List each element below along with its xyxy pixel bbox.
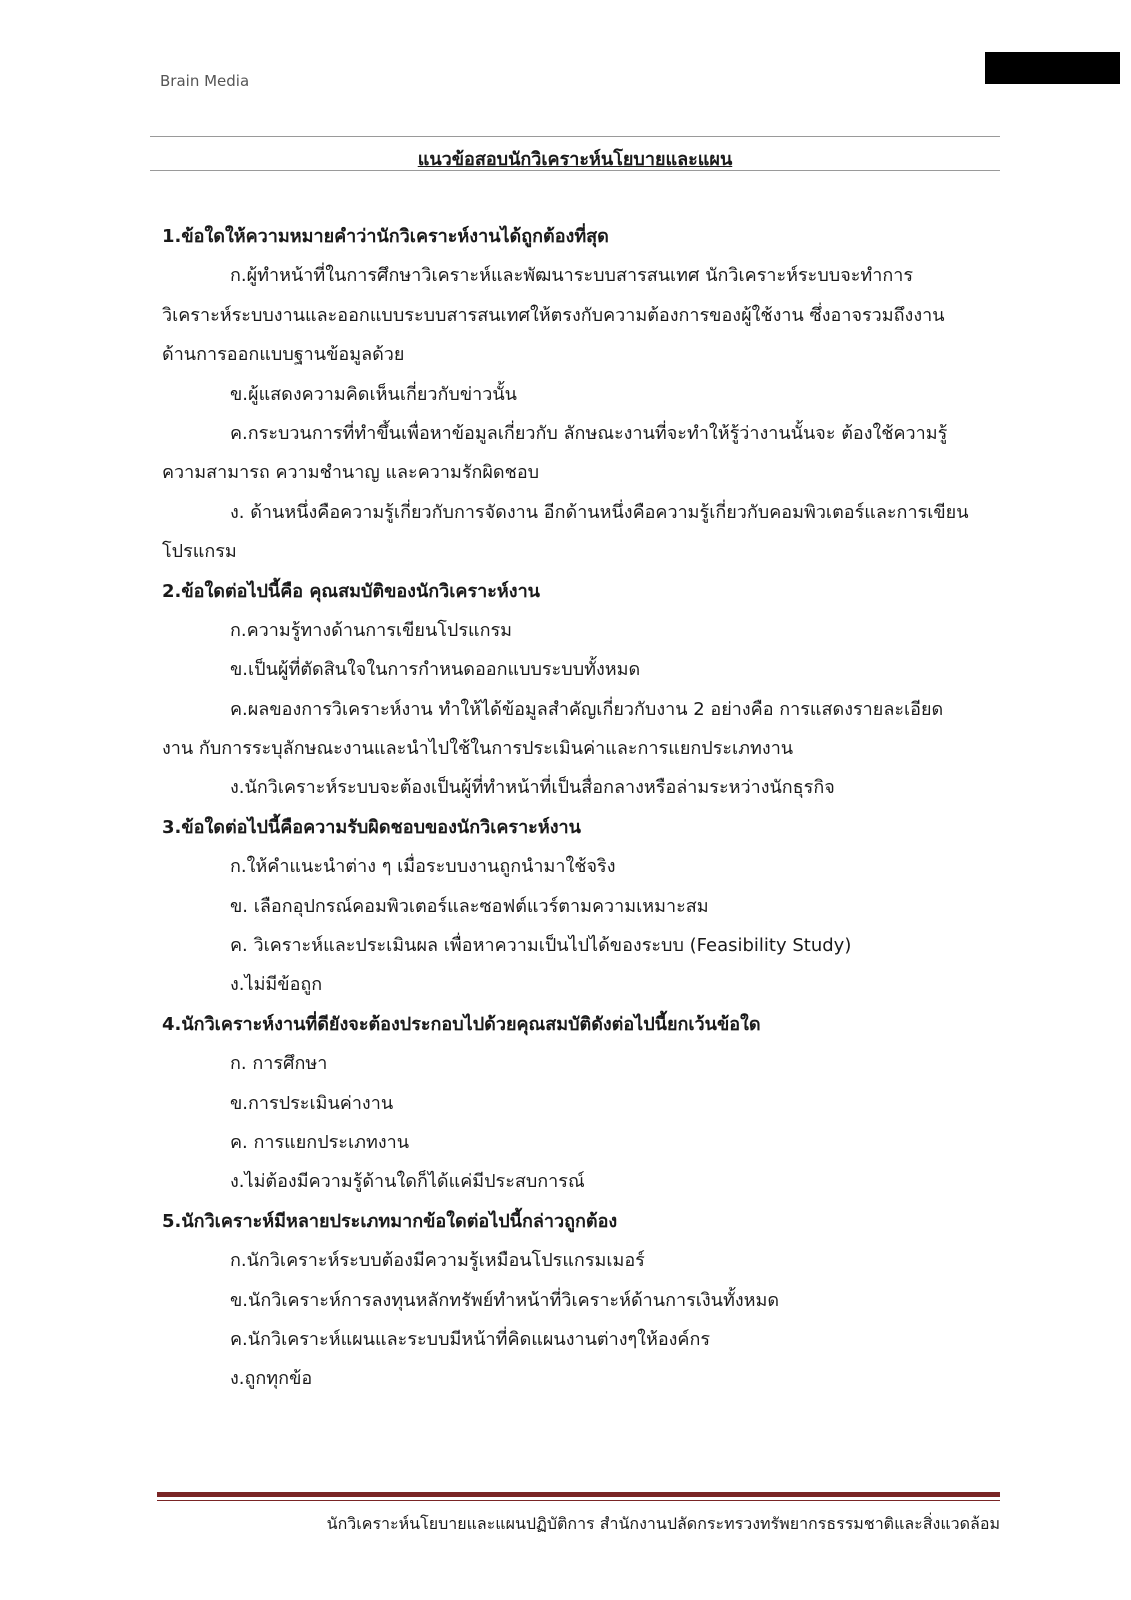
q3-option-d: ง.ไม่มีข้อถูก <box>230 974 323 996</box>
q5-option-d: ง.ถูกทุกข้อ <box>230 1368 313 1390</box>
exam-content <box>162 217 1002 1399</box>
page-title: แนวข้อสอบนักวิเคราะห์นโยบายและแผน <box>417 149 733 170</box>
q2-option-a: ก.ความรู้ทางด้านการเขียนโปรแกรม <box>230 619 513 641</box>
q2-option-b: ข.เป็นผู้ที่ตัดสินใจในการกำหนดออกแบบระบบทั้งหมด <box>230 659 641 681</box>
q3-option-b: ข. เลือกอุปกรณ์คอมพิวเตอร์และซอฟต์แวร์ตามความเหมาะสม <box>230 895 709 917</box>
q2-option-d: ง.นักวิเคราะห์ระบบจะต้องเป็นผู้ที่ทำหน้าที่เป็นสื่อกลางหรือล่ามระหว่างนักธุรกิจ <box>230 777 835 799</box>
q1-option-a-line-2: วิเคราะห์ระบบงานและออกแบบระบบสารสนเทศให้ตรงกับความต้องการของผู้ใช้งาน ซึ่งอาจรวมถึงงาน <box>162 304 945 326</box>
footer-text: นักวิเคราะห์นโยบายและแผนปฏิบัติการ สำนักงานปลัดกระทรวงทรัพยากรธรรมชาติและสิ่งแวดล้อม <box>326 1514 1000 1533</box>
footer-rule-thin <box>157 1500 1000 1501</box>
q1-option-c-line-2: ความสามารถ ความชำนาญ และความรักผิดชอบ <box>162 462 540 484</box>
title-rule-bottom <box>150 170 1000 171</box>
question-2: 2.ข้อใดต่อไปนี้คือ คุณสมบัติของนักวิเคราะห์งาน <box>162 580 540 602</box>
question-1: 1.ข้อใดให้ความหมายคำว่านักวิเคราะห์งานได้ถูกต้องที่สุด <box>162 226 609 247</box>
q4-option-b: ข.การประเมินค่างาน <box>230 1092 394 1114</box>
q3-option-c: ค. วิเคราะห์และประเมินผล เพื่อหาความเป็นไปได้ของระบบ (Feasibility Study) <box>230 935 852 957</box>
question-5: 5.นักวิเคราะห์มีหลายประเภทมากข้อใดต่อไปนี้กล่าวถูกต้อง <box>162 1210 618 1232</box>
q1-option-d-line-2: โปรแกรม <box>162 541 237 563</box>
question-3: 3.ข้อใดต่อไปนี้คือความรับผิดชอบของนักวิเคราะห์งาน <box>162 816 581 838</box>
q1-option-c-line-1: ค.กระบวนการที่ทำขึ้นเพื่อหาข้อมูลเกี่ยวกับ ลักษณะงานที่จะทำให้รู้ว่างานนั้นจะ ต้องใช้ความรู้ <box>230 422 948 444</box>
brand-label: Brain Media <box>160 72 250 90</box>
q3-option-a: ก.ให้คำแนะนำต่าง ๆ เมื่อระบบงานถูกนำมาใช้จริง <box>230 856 616 878</box>
q4-option-c: ค. การแยกประเภทงาน <box>230 1131 410 1153</box>
title-rule-top <box>150 136 1000 137</box>
q2-option-c-line-1: ค.ผลของการวิเคราะห์งาน ทำให้ได้ข้อมูลสำคัญเกี่ยวกับงาน 2 อย่างคือ การแสดงรายละเอียด <box>230 698 944 720</box>
q5-option-b: ข.นักวิเคราะห์การลงทุนหลักทรัพย์ทำหน้าที่วิเคราะห์ด้านการเงินทั้งหมด <box>230 1289 780 1311</box>
q1-option-a-line-1: ก.ผู้ทำหน้าที่ในการศึกษาวิเคราะห์และพัฒนาระบบสารสนเทศ นักวิเคราะห์ระบบจะทำการ <box>230 265 914 287</box>
footer-rule-thick <box>157 1492 1000 1497</box>
q1-option-a-line-3: ด้านการออกแบบฐานข้อมูลด้วย <box>162 344 405 366</box>
q4-option-d: ง.ไม่ต้องมีความรู้ด้านใดก็ได้แค่มีประสบการณ์ <box>230 1171 585 1193</box>
question-4: 4.นักวิเคราะห์งานที่ดียังจะต้องประกอบไปด้วยคุณสมบัติดังต่อไปนี้ยกเว้นข้อใด <box>162 1013 761 1035</box>
q1-option-d-line-1: ง. ด้านหนึ่งคือความรู้เกี่ยวกับการจัดงาน อีกด้านหนึ่งคือความรู้เกี่ยวกับคอมพิวเตอร์และการเขียน <box>230 501 969 523</box>
q5-option-a: ก.นักวิเคราะห์ระบบต้องมีความรู้เหมือนโปรแกรมเมอร์ <box>230 1250 645 1272</box>
q4-option-a: ก. การศึกษา <box>230 1053 328 1075</box>
redaction-box <box>985 52 1120 84</box>
q5-option-c: ค.นักวิเคราะห์แผนและระบบมีหน้าที่คิดแผนงานต่างๆให้องค์กร <box>230 1328 711 1350</box>
q2-option-c-line-2: งาน กับการระบุลักษณะงานและนำไปใช้ในการประเมินค่าและการแยกประเภทงาน <box>162 738 794 760</box>
q1-option-b: ข.ผู้แสดงความคิดเห็นเกี่ยวกับข่าวนั้น <box>230 383 517 405</box>
